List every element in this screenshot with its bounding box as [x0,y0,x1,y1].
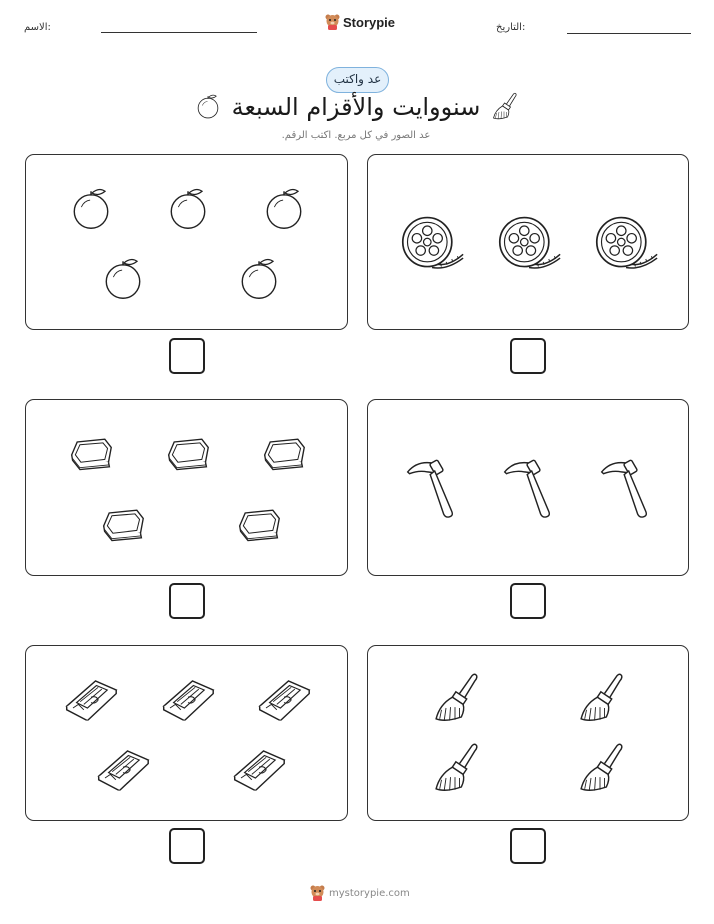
bear-footer-icon [310,885,325,901]
answer-box-film-reel[interactable] [510,338,546,374]
mousetrap-icon [232,747,286,791]
coffin-icon [165,434,211,472]
count-panel-film-reel [367,154,689,330]
paintbrush-icon [432,672,478,726]
orange-icon [166,184,210,232]
answer-box-mousetrap[interactable] [169,828,205,864]
mousetrap-icon [257,677,311,721]
hammer-icon [405,457,459,521]
count-panel-mousetrap [25,645,348,821]
orange-icon [262,184,306,232]
count-panel-coffin [25,399,348,576]
answer-box-orange[interactable] [169,338,205,374]
storypie-logo [325,14,395,30]
hammer-icon [599,457,653,521]
film-reel-icon [496,214,562,272]
coffin-icon [68,434,114,472]
coffin-icon [261,434,307,472]
paintbrush-icon [577,672,623,726]
footer-site: mystorypie.com [329,887,410,899]
mousetrap-icon [161,677,215,721]
count-panel-orange [25,154,348,330]
brand-name: Storypie [343,14,396,30]
name-label: الاسم: [24,22,51,33]
footer [310,885,410,901]
orange-icon [237,254,281,302]
orange-icon [101,254,145,302]
orange-icon [69,184,113,232]
answer-box-hammer[interactable] [510,583,546,619]
film-reel-icon [593,214,659,272]
orange-icon [195,92,221,120]
date-label: التاريخ: [496,22,526,33]
coffin-icon [236,505,282,543]
date-line[interactable] [567,33,691,34]
mousetrap-icon [96,747,150,791]
page-title: سنووايت والأقزام السبعة [231,93,481,121]
paintbrush-icon [432,742,478,796]
hammer-icon [502,457,556,521]
coffin-icon [100,505,146,543]
activity-badge: عد واكتب [326,67,389,93]
answer-box-coffin[interactable] [169,583,205,619]
film-reel-icon [399,214,465,272]
paintbrush-icon [577,742,623,796]
count-panel-hammer [367,399,689,576]
mousetrap-icon [64,677,118,721]
bear-logo-icon [325,14,340,30]
paintbrush-icon [490,92,518,122]
count-panel-paintbrush [367,645,689,821]
name-line[interactable] [101,32,257,33]
instructions: عد الصور في كل مربع. اكتب الرقم. [281,130,431,141]
answer-box-paintbrush[interactable] [510,828,546,864]
